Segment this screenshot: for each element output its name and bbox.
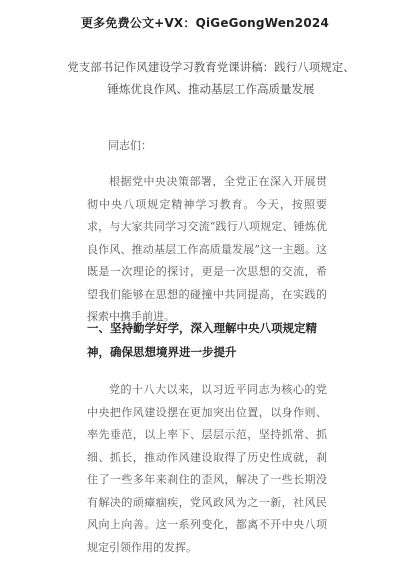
page-header: 更多免费公文+VX：QiGeGongWen2024 [80,16,329,30]
section-heading-1: 一、坚持勤学好学，深入理解中央八项规定精神，确保思想境界进一步提升 [87,321,317,359]
paragraph-section-1: 党的十八大以来，以习近平同志为核心的党中央把作风建设摆在更加突出位置，以身作则、率先垂范，以上率下、层层示范，坚持抓常、抓细、抓长，推动作风建设取得了历史性成就，刹住了一些多年来刹住的歪风，解决了一些长期没有解决的顽瘴痼疾，党风政风为之一新，社风民风向上向善。这一系列变化，都离不开中央八项规定引领作用的发挥。 [87,383,327,554]
salutation: 同志们： [108,139,152,152]
document-title: 党支部书记作风建设学习教育党课讲稿：践行八项规定、锤炼优良作风、推动基层工作高质量发展 [67,60,355,96]
paragraph-intro: 根据党中央决策部署，全党正在深入开展贯彻中央八项规定精神学习教育。今天，按照要求，与大家共同学习交流“践行八项规定、锤炼优良作风、推动基层工作高质量发展”这一主题。这既是一次理论的探讨，更是一次思想的交流，希望我们能够在思想的碰撞中共同提高，在实践的探索中携手前进。 [87,175,327,323]
